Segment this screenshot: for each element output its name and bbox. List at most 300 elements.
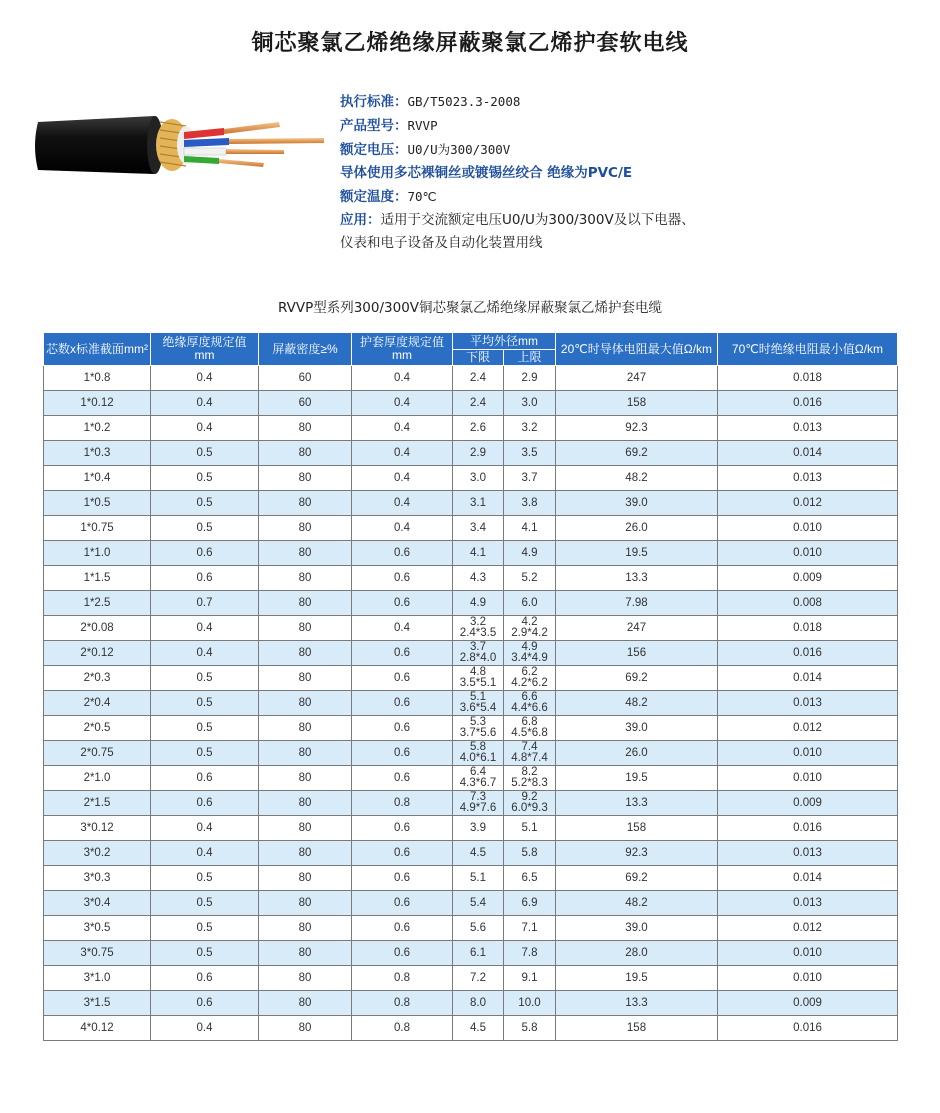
page-title: 铜芯聚氯乙烯绝缘屏蔽聚氯乙烯护套软电线	[251, 31, 689, 56]
cell-od-lower	[453, 441, 504, 466]
cell-od-lower	[453, 466, 504, 491]
cell-value: 0.7	[196, 596, 213, 609]
cell-insulation-resistance	[718, 591, 898, 616]
cell-value: 80	[298, 546, 312, 559]
cell-value: 0.5	[196, 496, 213, 509]
table-row	[44, 941, 898, 966]
conductor-note: 导体使用多芯裸铜丝或镀锡丝绞合 绝缘为PVC/E	[340, 165, 633, 181]
cell-value: 0.6	[394, 721, 410, 734]
cell-insulation	[151, 991, 259, 1016]
cell-od-upper	[504, 366, 556, 391]
cell-value: 158	[626, 396, 647, 409]
cell-value: 0.6	[394, 821, 410, 834]
cell-cores	[44, 841, 151, 866]
standard-label: 执行标准：	[340, 94, 408, 110]
cell-value: 80	[298, 671, 312, 684]
cell-value: 80	[298, 446, 312, 459]
model-label: 产品型号：	[340, 118, 408, 134]
cell-value: 80	[298, 571, 312, 584]
cell-value: 0.4	[394, 421, 410, 434]
cell-insulation	[151, 416, 259, 441]
cell-value: 0.6	[394, 771, 410, 784]
cell-insulation-resistance	[718, 416, 898, 441]
cell-value: 0.012	[793, 921, 822, 934]
cell-value: 0.013	[793, 846, 822, 859]
cell-value: 39.0	[625, 921, 648, 934]
cell-shield	[259, 391, 352, 416]
cell-shield	[259, 416, 352, 441]
cell-insulation	[151, 691, 259, 716]
cell-value: 0.6	[394, 871, 410, 884]
cell-value: 0.016	[793, 821, 822, 834]
cell-insulation	[151, 891, 259, 916]
cell-value: 80	[298, 1021, 312, 1034]
cell-value: 2.6	[470, 421, 486, 434]
cell-sheath	[352, 841, 453, 866]
cell-value: 4.2 2.9*4.2	[511, 616, 548, 639]
cell-insulation	[151, 766, 259, 791]
cell-value: 69.2	[625, 446, 648, 459]
table-row	[44, 641, 898, 666]
cell-value: 0.013	[793, 696, 822, 709]
cell-value: 0.016	[793, 1021, 822, 1034]
cell-cores	[44, 641, 151, 666]
cell-od-lower	[453, 491, 504, 516]
cell-value: 0.6	[196, 571, 213, 584]
cell-value: 3.7	[521, 471, 538, 484]
cell-value: 158	[626, 821, 647, 834]
cell-shield	[259, 616, 352, 641]
cell-value: 7.98	[625, 596, 648, 609]
table-row	[44, 541, 898, 566]
cell-shield	[259, 691, 352, 716]
cell-shield	[259, 791, 352, 816]
cell-value: 0.010	[793, 746, 822, 759]
cell-value: 5.3 3.7*5.6	[459, 716, 497, 739]
cell-value: 5.6	[470, 921, 486, 934]
cell-value: 3.2 2.4*3.5	[459, 616, 497, 639]
usage-label: 应用：	[340, 212, 381, 228]
cell-value: 0.4	[394, 396, 410, 409]
cell-value: 0.8	[394, 971, 410, 984]
cell-value: 3*1.5	[83, 996, 111, 1009]
cell-od-upper	[504, 766, 556, 791]
header-insulation-resistance: 70℃时绝缘电阻最小值Ω/km	[718, 333, 898, 366]
table-row	[44, 716, 898, 741]
cell-value: 19.5	[625, 771, 648, 784]
cell-value: 0.010	[793, 971, 822, 984]
cell-value: 1*1.0	[83, 546, 111, 559]
cell-od-upper	[504, 691, 556, 716]
cell-sheath	[352, 966, 453, 991]
cell-sheath	[352, 991, 453, 1016]
temperature-label: 额定温度：	[340, 189, 408, 205]
cell-value: 0.5	[196, 896, 213, 909]
cell-value: 10.0	[518, 996, 541, 1009]
header-od-lower: 下限	[453, 350, 504, 366]
cell-shield	[259, 491, 352, 516]
cell-value: 80	[298, 521, 312, 534]
cell-value: 3.4	[470, 521, 486, 534]
cell-resistance	[556, 591, 718, 616]
cell-resistance	[556, 816, 718, 841]
cell-value: 4.5	[470, 846, 486, 859]
cell-value: 0.014	[793, 446, 822, 459]
cell-insulation-resistance	[718, 991, 898, 1016]
cell-value: 3*0.3	[83, 871, 111, 884]
cell-sheath	[352, 591, 453, 616]
cell-value: 80	[298, 921, 312, 934]
cell-resistance	[556, 916, 718, 941]
cell-value: 80	[298, 471, 312, 484]
cell-insulation	[151, 391, 259, 416]
spec-usage	[340, 209, 900, 232]
cell-value: 0.4	[196, 1021, 213, 1034]
cell-value: 0.018	[793, 371, 822, 384]
cell-value: 7.1	[521, 921, 538, 934]
cell-cores	[44, 966, 151, 991]
cell-insulation	[151, 816, 259, 841]
cell-od-lower	[453, 866, 504, 891]
cell-value: 69.2	[625, 871, 648, 884]
cell-insulation-resistance	[718, 516, 898, 541]
cell-value: 3.5	[521, 446, 538, 459]
cell-value: 6.4 4.3*6.7	[459, 766, 497, 789]
cell-od-lower	[453, 741, 504, 766]
cell-cores	[44, 666, 151, 691]
cell-value: 2*0.08	[80, 621, 114, 634]
cell-resistance	[556, 441, 718, 466]
cell-value: 13.3	[625, 571, 648, 584]
cell-value: 1*0.2	[83, 421, 111, 434]
cell-resistance	[556, 841, 718, 866]
cell-value: 0.010	[793, 946, 822, 959]
cell-value: 9.1	[521, 971, 538, 984]
cell-value: 0.5	[196, 746, 213, 759]
cell-value: 0.4	[394, 371, 410, 384]
cell-value: 80	[298, 821, 312, 834]
cell-value: 5.1 3.6*5.4	[459, 691, 497, 714]
cell-insulation-resistance	[718, 491, 898, 516]
cell-cores	[44, 391, 151, 416]
cell-value: 80	[298, 596, 312, 609]
cell-od-lower	[453, 416, 504, 441]
cell-value: 28.0	[625, 946, 648, 959]
cell-resistance	[556, 741, 718, 766]
cell-insulation	[151, 741, 259, 766]
cell-value: 19.5	[625, 546, 648, 559]
cell-value: 0.6	[196, 771, 213, 784]
table-row	[44, 616, 898, 641]
cell-value: 9.2 6.0*9.3	[511, 791, 548, 814]
cell-resistance	[556, 866, 718, 891]
cell-insulation-resistance	[718, 641, 898, 666]
cell-sheath	[352, 766, 453, 791]
cell-value: 0.5	[196, 946, 213, 959]
cell-value: 0.5	[196, 446, 213, 459]
cell-resistance	[556, 366, 718, 391]
cell-sheath	[352, 1016, 453, 1041]
cell-od-upper	[504, 416, 556, 441]
cell-resistance	[556, 991, 718, 1016]
cell-value: 0.009	[793, 571, 822, 584]
cell-resistance	[556, 616, 718, 641]
voltage-label: 额定电压：	[340, 142, 408, 158]
cell-od-upper	[504, 391, 556, 416]
spec-table	[43, 332, 898, 1041]
cell-value: 4.9	[470, 596, 486, 609]
table-row	[44, 1016, 898, 1041]
temperature-value: 70℃	[407, 189, 437, 204]
cell-value: 2*1.0	[83, 771, 111, 784]
cell-value: 39.0	[625, 496, 648, 509]
cell-od-lower	[453, 941, 504, 966]
table-row	[44, 991, 898, 1016]
cell-value: 0.6	[394, 921, 410, 934]
cell-value: 80	[298, 746, 312, 759]
cell-value: 4.3	[470, 571, 486, 584]
cell-resistance	[556, 641, 718, 666]
cell-value: 80	[298, 771, 312, 784]
cell-value: 6.5	[521, 871, 538, 884]
cell-value: 3*0.75	[80, 946, 114, 959]
table-row	[44, 666, 898, 691]
cell-value: 80	[298, 946, 312, 959]
cell-value: 0.4	[196, 421, 213, 434]
header-sheath: 护套厚度规定值mm	[352, 333, 453, 366]
cell-insulation-resistance	[718, 891, 898, 916]
cell-od-upper	[504, 666, 556, 691]
cell-value: 2.9	[470, 446, 486, 459]
cell-value: 80	[298, 721, 312, 734]
cell-value: 3.8	[521, 496, 538, 509]
cell-value: 2*1.5	[83, 796, 111, 809]
cell-value: 6.8 4.5*6.8	[511, 716, 548, 739]
cable-illustration	[34, 108, 334, 183]
cell-shield	[259, 991, 352, 1016]
cell-insulation-resistance	[718, 391, 898, 416]
cell-insulation-resistance	[718, 1016, 898, 1041]
cell-insulation	[151, 641, 259, 666]
cell-od-upper	[504, 466, 556, 491]
cell-sheath	[352, 566, 453, 591]
cell-value: 4.1	[470, 546, 486, 559]
cell-od-upper	[504, 541, 556, 566]
header-cores: 芯数x标准截面mm²	[44, 333, 151, 366]
cell-insulation	[151, 366, 259, 391]
cell-value: 247	[626, 621, 647, 634]
cell-value: 0.6	[394, 596, 410, 609]
cell-value: 1*1.5	[83, 571, 111, 584]
cell-value: 80	[298, 796, 312, 809]
cell-value: 0.6	[394, 846, 410, 859]
cell-value: 0.6	[394, 896, 410, 909]
cell-od-upper	[504, 816, 556, 841]
cell-value: 60	[298, 396, 312, 409]
cell-od-lower	[453, 591, 504, 616]
cell-value: 1*0.75	[80, 521, 114, 534]
cell-sheath	[352, 791, 453, 816]
cell-shield	[259, 941, 352, 966]
table-row	[44, 841, 898, 866]
cell-cores	[44, 791, 151, 816]
cell-value: 0.4	[196, 621, 213, 634]
cell-od-upper	[504, 616, 556, 641]
cell-resistance	[556, 491, 718, 516]
cell-value: 3.0	[521, 396, 538, 409]
cell-value: 5.1	[521, 821, 538, 834]
cell-cores	[44, 441, 151, 466]
cell-resistance	[556, 891, 718, 916]
cell-value: 8.2 5.2*8.3	[511, 766, 548, 789]
cell-value: 1*0.5	[83, 496, 111, 509]
cell-value: 3.7 2.8*4.0	[459, 641, 497, 664]
cell-value: 3.1	[470, 496, 486, 509]
cell-value: 0.6	[196, 971, 213, 984]
cell-od-lower	[453, 766, 504, 791]
cell-value: 3*0.2	[83, 846, 111, 859]
cell-insulation-resistance	[718, 841, 898, 866]
cell-value: 0.4	[394, 521, 410, 534]
cell-resistance	[556, 791, 718, 816]
table-row	[44, 366, 898, 391]
cell-resistance	[556, 716, 718, 741]
table-row	[44, 491, 898, 516]
cell-value: 3*0.4	[83, 896, 111, 909]
cell-sheath	[352, 666, 453, 691]
voltage-value: U0/U为300/300V	[407, 142, 511, 157]
cell-value: 2*0.4	[83, 696, 111, 709]
table-title: RVVP型系列300/300V铜芯聚氯乙烯绝缘屏蔽聚氯乙烯护套电缆	[277, 300, 663, 316]
cell-value: 0.8	[394, 796, 410, 809]
cell-value: 5.8 4.0*6.1	[459, 741, 497, 764]
cell-sheath	[352, 541, 453, 566]
cell-value: 48.2	[625, 471, 648, 484]
cell-insulation-resistance	[718, 366, 898, 391]
cell-value: 0.014	[793, 671, 822, 684]
cell-sheath	[352, 416, 453, 441]
cell-insulation	[151, 966, 259, 991]
cell-value: 7.4 4.8*7.4	[511, 741, 548, 764]
cell-value: 0.009	[793, 796, 822, 809]
cell-od-upper	[504, 966, 556, 991]
cell-value: 92.3	[625, 421, 648, 434]
cell-insulation	[151, 566, 259, 591]
spec-standard	[340, 90, 900, 114]
cell-value: 4.8 3.5*5.1	[459, 666, 497, 689]
cell-shield	[259, 741, 352, 766]
cell-value: 4.5	[470, 1021, 486, 1034]
cell-resistance	[556, 541, 718, 566]
cell-insulation	[151, 541, 259, 566]
cell-value: 2.9	[521, 371, 538, 384]
cell-insulation	[151, 791, 259, 816]
cell-cores	[44, 466, 151, 491]
cell-od-upper	[504, 916, 556, 941]
cell-value: 80	[298, 646, 312, 659]
cell-value: 7.8	[521, 946, 538, 959]
cell-shield	[259, 966, 352, 991]
cell-sheath	[352, 441, 453, 466]
cell-value: 6.1	[470, 946, 486, 959]
cell-od-lower	[453, 816, 504, 841]
cell-value: 3.0	[470, 471, 486, 484]
cell-od-upper	[504, 891, 556, 916]
cell-shield	[259, 441, 352, 466]
cell-cores	[44, 591, 151, 616]
cell-cores	[44, 916, 151, 941]
cell-od-lower	[453, 366, 504, 391]
cell-value: 0.6	[394, 546, 410, 559]
cell-shield	[259, 841, 352, 866]
cell-value: 247	[626, 371, 647, 384]
cell-insulation-resistance	[718, 616, 898, 641]
cell-resistance	[556, 766, 718, 791]
cell-cores	[44, 1016, 151, 1041]
cell-od-lower	[453, 791, 504, 816]
cell-value: 6.6 4.4*6.6	[511, 691, 548, 714]
table-row	[44, 591, 898, 616]
cell-value: 4.1	[521, 521, 538, 534]
cell-od-upper	[504, 566, 556, 591]
cell-value: 0.6	[394, 946, 410, 959]
table-row	[44, 441, 898, 466]
cell-value: 19.5	[625, 971, 648, 984]
cell-value: 0.6	[394, 646, 410, 659]
cell-od-upper	[504, 716, 556, 741]
cell-value: 0.4	[394, 621, 410, 634]
cell-value: 1*2.5	[83, 596, 111, 609]
cell-value: 80	[298, 696, 312, 709]
spec-list	[340, 90, 900, 255]
cell-sheath	[352, 866, 453, 891]
header-insulation: 绝缘厚度规定值mm	[151, 333, 259, 366]
cell-value: 80	[298, 996, 312, 1009]
cell-insulation	[151, 591, 259, 616]
cell-sheath	[352, 491, 453, 516]
cell-shield	[259, 366, 352, 391]
cell-od-lower	[453, 966, 504, 991]
cell-shield	[259, 466, 352, 491]
cell-value: 0.013	[793, 421, 822, 434]
cell-insulation	[151, 616, 259, 641]
cell-shield	[259, 766, 352, 791]
cell-od-upper	[504, 491, 556, 516]
cell-value: 0.012	[793, 496, 822, 509]
cell-insulation	[151, 666, 259, 691]
cell-value: 26.0	[625, 521, 648, 534]
cell-value: 80	[298, 871, 312, 884]
cell-value: 4.9	[521, 546, 538, 559]
cell-shield	[259, 591, 352, 616]
cell-od-upper	[504, 1016, 556, 1041]
cell-cores	[44, 366, 151, 391]
cell-value: 0.016	[793, 396, 822, 409]
cell-shield	[259, 1016, 352, 1041]
cell-value: 0.016	[793, 646, 822, 659]
cell-value: 0.5	[196, 871, 213, 884]
cell-value: 0.4	[196, 646, 213, 659]
cell-sheath	[352, 691, 453, 716]
cell-sheath	[352, 716, 453, 741]
cell-shield	[259, 866, 352, 891]
cell-cores	[44, 541, 151, 566]
cell-value: 1*0.8	[83, 371, 111, 384]
cell-od-lower	[453, 566, 504, 591]
cell-shield	[259, 516, 352, 541]
cell-insulation	[151, 441, 259, 466]
cell-cores	[44, 416, 151, 441]
